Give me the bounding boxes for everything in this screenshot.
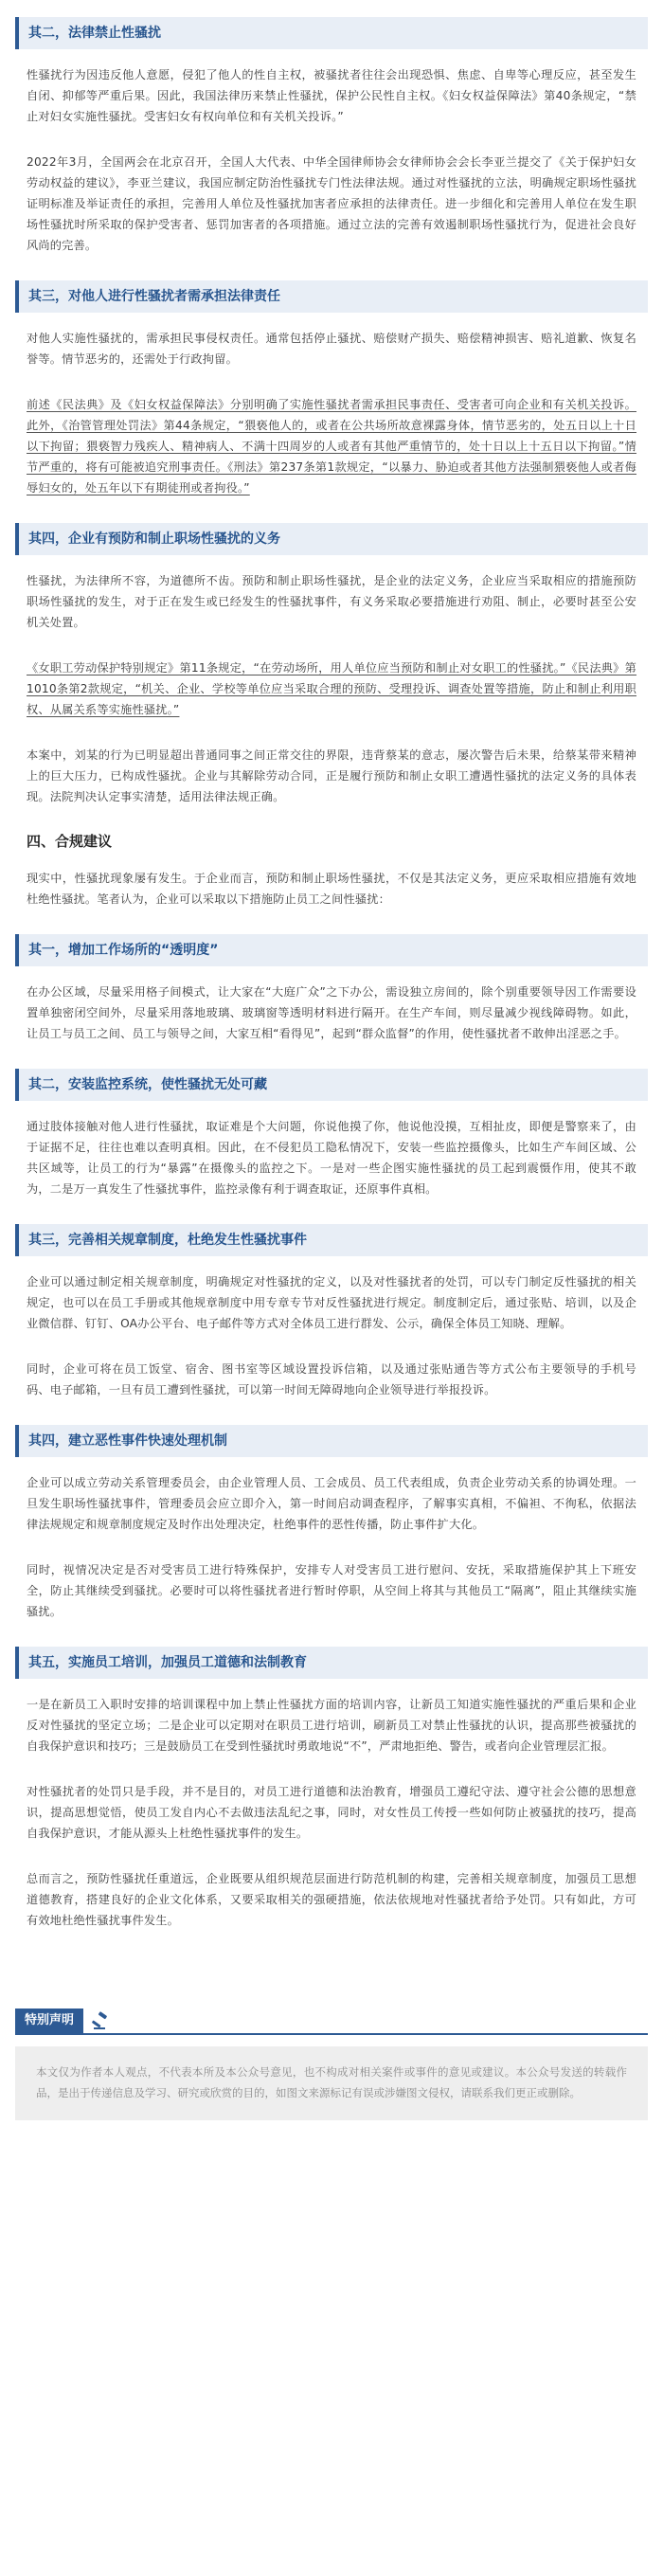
subsection-heading: 其五，实施员工培训，加强员工道德和法制教育 (15, 1647, 648, 1679)
article (0, 17, 663, 1976)
subsection-heading: 其四，建立恶性事件快速处理机制 (15, 1425, 648, 1457)
paragraph: 一是在新员工入职时安排的培训课程中加上禁止性骚扰方面的培训内容，让新员工知道实施性骚扰的严重后果和企业反对性骚扰的坚定立场；二是企业可以定期对在职员工进行培训，刷新员工对禁止性骚扰的认识，提高那些被骚扰的自我保护意识和技巧；三是鼓励员工在受到性骚扰时勇敢地说“不”，严肃地拒绝、警告，或者向企业管理层汇报。 (27, 1698, 636, 1753)
paragraph: 现实中，性骚扰现象屡有发生。于企业而言，预防和制止职场性骚扰，不仅是其法定义务，更应采取相应措施有效地杜绝性骚扰。笔者认为，企业可以采取以下措施防止员工之间性骚扰： (27, 872, 636, 906)
special-notice (15, 2009, 648, 2120)
notice-title: 特别声明 (15, 2009, 83, 2033)
paragraph: 企业可以通过制定相关规章制度，明确规定对性骚扰的定义，以及对性骚扰者的处罚，可以专门制定反性骚扰的相关规定，也可以在员工手册或其他规章制度中用专章专节对反性骚扰进行规定。制度制定后，通过张贴、培训，以及企业微信群、钉钉、OA办公平台、电子邮件等方式对全体员工进行群发、公示，确保全体员工知晓、理解。 (27, 1275, 636, 1330)
subsection-heading: 其三，对他人进行性骚扰者需承担法律责任 (15, 280, 648, 313)
section-title: 四、合规建议 (27, 833, 113, 850)
gavel-icon (91, 2010, 112, 2031)
paragraph: 在办公区域，尽量采用格子间模式，让大家在“大庭广众”之下办公，需设独立房间的，除个别重要领导因工作需要设置单独密闭空间外，尽量采用落地玻璃、玻璃窗等透明材料进行隔开。在生产车间，则尽量减少视线障碍物。如此，让员工与员工之间、员工与领导之间，大家互相“看得见”，起到“群众监督”的作用，使性骚扰者不敢伸出淫恶之手。 (27, 985, 636, 1040)
subsection-heading: 其二，安装监控系统，使性骚扰无处可藏 (15, 1069, 648, 1101)
notice-title-row (15, 2009, 648, 2035)
paragraph: 企业可以成立劳动关系管理委员会，由企业管理人员、工会成员、员工代表组成，负责企业劳动关系的协调处理。一旦发生职场性骚扰事件，管理委员会应立即介入，第一时间启动调查程序，了解事实真相，不偏袒、不徇私，依据法律法规规定和规章制度规定及时作出处理决定，杜绝事件的恶性传播，防止事件扩大化。 (27, 1476, 636, 1531)
subsection-heading: 其二，法律禁止性骚扰 (15, 17, 648, 49)
paragraph: 通过肢体接触对他人进行性骚扰，取证难是个大问题，你说他摸了你，他说他没摸，互相扯皮，即便是警察来了，由于证据不足，往往也难以查明真相。因此，在不侵犯员工隐私情况下，安装一些监控摄像头，比如生产车间区域、公共区域等，让员工的行为“暴露”在摄像头的监控之下。一是对一些企图实施性骚扰的员工起到震慑作用，使其不敢为，二是万一真发生了性骚扰事件，监控录像有利于调查取证，还原事件真相。 (27, 1120, 636, 1196)
paragraph: 对他人实施性骚扰的，需承担民事侵权责任。通常包括停止骚扰、赔偿财产损失、赔偿精神损害、赔礼道歉、恢复名誉等。情节恶劣的，还需处于行政拘留。 (27, 332, 636, 366)
notice-text: 本文仅为作者本人观点，不代表本所及本公众号意见，也不构成对相关案件或事件的意见或建议。本公众号发送的转载作品，是出于传递信息及学习、研究或欣赏的目的，如图文来源标记有误或涉嫌图文侵权，请联系我们更正或删除。 (15, 2046, 648, 2120)
paragraph: 2022年3月，全国两会在北京召开，全国人大代表、中华全国律师协会女律师协会会长李亚兰提交了《关于保护妇女劳动权益的建议》，李亚兰建议，我国应制定防治性骚扰专门性法律法规。通过对性骚扰的立法，明确规定职场性骚扰证明标准及举证责任的承担，完善用人单位及性骚扰加害者应承担的法律责任。进一步细化和完善用人单位在发生职场性骚扰时所采取的保护受害者、惩罚加害者的各项措施。通过立法的完善有效遏制职场性骚扰行为，促进社会良好风尚的完善。 (27, 155, 636, 252)
subsection-heading: 其四，企业有预防和制止职场性骚扰的义务 (15, 523, 648, 555)
paragraph: 性骚扰行为因违反他人意愿，侵犯了他人的性自主权，被骚扰者往往会出现恐惧、焦虑、自卑等心理反应，甚至发生自闭、抑郁等严重后果。因此，我国法律历来禁止性骚扰，保护公民性自主权。《妇女权益保障法》第40条规定，“禁止对妇女实施性骚扰。受害妇女有权向单位和有关机关投诉。” (27, 68, 636, 123)
paragraph: 总而言之，预防性骚扰任重道远，企业既要从组织规范层面进行防范机制的构建，完善相关规章制度，加强员工思想道德教育，搭建良好的企业文化体系，又要采取相关的强硬措施，依法依规地对性骚扰者给予处罚。只有如此，方可有效地杜绝性骚扰事件发生。 (27, 1872, 636, 1927)
quoted-paragraph: 前述《民法典》及《妇女权益保障法》分别明确了实施性骚扰者需承担民事责任、受害者可向企业和有关机关投诉。此外，《治管管理处罚法》第44条规定，“猥亵他人的，或者在公共场所故意裸露身体，情节恶劣的，处五日以上十日以下拘留；猥亵智力残疾人、精神病人、不满十四周岁的人或者有其他严重情节的，处十日以上十五日以下拘留。”情节严重的，将有可能被追究刑事责任。《刑法》第237条第1款规定，“以暴力、胁迫或者其他方法强制猥亵他人或者侮辱妇女的，处五年以下有期徒刑或者拘役。” (27, 398, 636, 495)
subsection-heading: 其三，完善相关规章制度，杜绝发生性骚扰事件 (15, 1224, 648, 1256)
subsection-heading: 其一，增加工作场所的“透明度” (15, 934, 648, 966)
paragraph: 性骚扰，为法律所不容，为道德所不齿。预防和制止职场性骚扰，是企业的法定义务，企业应当采取相应的措施预防职场性骚扰的发生，对于正在发生或已经发生的性骚扰事件，有义务采取必要措施进行劝阻、制止，必要时甚至公安机关处置。 (27, 574, 636, 629)
quoted-paragraph: 《女职工劳动保护特别规定》第11条规定，“在劳动场所，用人单位应当预防和制止对女职工的性骚扰。”《民法典》第1010条第2款规定，“机关、企业、学校等单位应当采取合理的预防、受理投诉、调查处置等措施，防止和制止利用职权、从属关系等实施性骚扰。” (27, 661, 636, 716)
paragraph: 同时，企业可将在员工饭堂、宿舍、图书室等区域设置投诉信箱，以及通过张贴通告等方式公布主要领导的手机号码、电子邮箱，一旦有员工遭到性骚扰，可以第一时间无障碍地向企业领导进行举报投诉。 (27, 1362, 636, 1396)
paragraph: 同时，视情况决定是否对受害员工进行特殊保护，安排专人对受害员工进行慰问、安抚，采取措施保护其上下班安全，防止其继续受到骚扰。必要时可以将性骚扰者进行暂时停职，从空间上将其与其他员工“隔离”，阻止其继续实施骚扰。 (27, 1563, 636, 1618)
paragraph: 本案中，刘某的行为已明显超出普通同事之间正常交往的界限，违背蔡某的意志，屡次警告后未果，给蔡某带来精神上的巨大压力，已构成性骚扰。企业与其解除劳动合同，正是履行预防和制止女职工遭遇性骚扰的法定义务的具体表现。法院判决认定事实清楚，适用法律法规正确。 (27, 748, 636, 803)
paragraph: 对性骚扰者的处罚只是手段，并不是目的，对员工进行道德和法治教育，增强员工遵纪守法、遵守社会公德的思想意识，提高思想觉悟，使员工发自内心不去做违法乱纪之事，同时，对女性员工传授一些如何防止被骚扰的技巧，提高自我保护意识，才能从源头上杜绝性骚扰事件的发生。 (27, 1785, 636, 1840)
